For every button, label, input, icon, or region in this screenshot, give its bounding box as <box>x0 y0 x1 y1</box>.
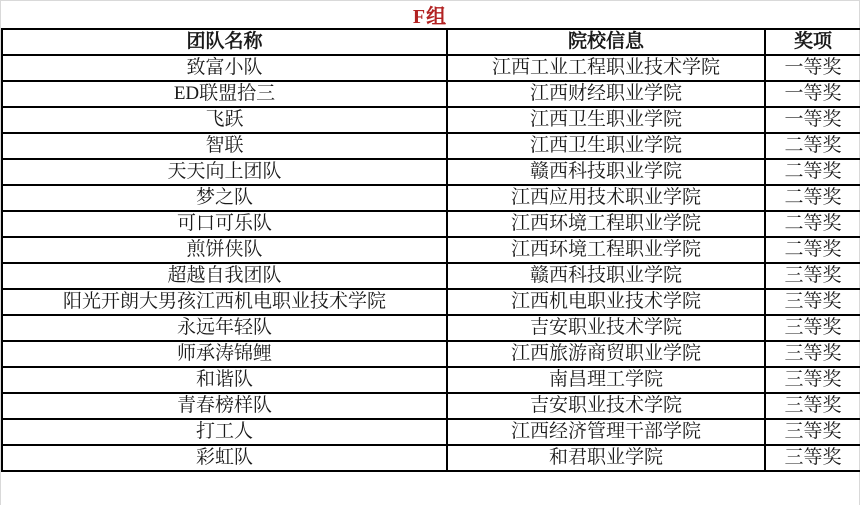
table-row <box>2 289 860 315</box>
school-cell: 江西环境工程职业学院 <box>447 237 765 263</box>
team-name-cell: 永远年轻队 <box>2 315 447 341</box>
award-cell: 三等奖 <box>765 367 860 393</box>
award-cell: 一等奖 <box>765 107 860 133</box>
team-name-cell: 梦之队 <box>2 185 447 211</box>
award-cell: 一等奖 <box>765 81 860 107</box>
team-name-cell: 致富小队 <box>2 55 447 81</box>
team-name-cell: 青春榜样队 <box>2 393 447 419</box>
school-cell: 吉安职业技术学院 <box>447 393 765 419</box>
school-cell: 江西旅游商贸职业学院 <box>447 341 765 367</box>
table-row <box>2 263 860 289</box>
team-name-cell: 天天向上团队 <box>2 159 447 185</box>
header-award: 奖项 <box>765 29 860 55</box>
school-cell: 江西卫生职业学院 <box>447 133 765 159</box>
group-title: F组 <box>412 6 448 28</box>
award-cell: 一等奖 <box>765 55 860 81</box>
team-name-cell: 和谐队 <box>2 367 447 393</box>
team-name-cell: 智联 <box>2 133 447 159</box>
team-name-cell: ED联盟拾三 <box>2 81 447 107</box>
table-row <box>2 159 860 185</box>
team-name-cell: 阳光开朗大男孩江西机电职业技术学院 <box>2 289 447 315</box>
school-cell: 江西应用技术职业学院 <box>447 185 765 211</box>
school-cell: 江西财经职业学院 <box>447 81 765 107</box>
school-cell: 江西工业工程职业技术学院 <box>447 55 765 81</box>
table-row <box>2 367 860 393</box>
award-cell: 二等奖 <box>765 133 860 159</box>
table-row <box>2 81 860 107</box>
table-row <box>2 133 860 159</box>
team-name-cell: 彩虹队 <box>2 445 447 471</box>
team-name-cell: 可口可乐队 <box>2 211 447 237</box>
award-cell: 三等奖 <box>765 393 860 419</box>
team-name-cell: 师承涛锦鲤 <box>2 341 447 367</box>
table-row <box>2 393 860 419</box>
award-cell: 三等奖 <box>765 341 860 367</box>
school-cell: 江西卫生职业学院 <box>447 107 765 133</box>
header-team-name: 团队名称 <box>2 29 447 55</box>
award-cell: 二等奖 <box>765 211 860 237</box>
school-cell: 江西环境工程职业学院 <box>447 211 765 237</box>
team-name-cell: 飞跃 <box>2 107 447 133</box>
table-row <box>2 419 860 445</box>
school-cell: 江西机电职业技术学院 <box>447 289 765 315</box>
award-cell: 三等奖 <box>765 263 860 289</box>
team-name-cell: 超越自我团队 <box>2 263 447 289</box>
award-cell: 三等奖 <box>765 289 860 315</box>
header-school-info: 院校信息 <box>447 29 765 55</box>
school-cell: 吉安职业技术学院 <box>447 315 765 341</box>
award-cell: 二等奖 <box>765 185 860 211</box>
table-row <box>2 55 860 81</box>
school-cell: 赣西科技职业学院 <box>447 263 765 289</box>
table-row <box>2 445 860 471</box>
team-name-cell: 打工人 <box>2 419 447 445</box>
table-row <box>2 107 860 133</box>
school-cell: 江西经济管理干部学院 <box>447 419 765 445</box>
school-cell: 南昌理工学院 <box>447 367 765 393</box>
table-row <box>2 185 860 211</box>
award-cell: 三等奖 <box>765 419 860 445</box>
award-cell: 二等奖 <box>765 159 860 185</box>
table-row <box>2 211 860 237</box>
award-cell: 三等奖 <box>765 445 860 471</box>
award-cell: 二等奖 <box>765 237 860 263</box>
table-row <box>2 315 860 341</box>
school-cell: 赣西科技职业学院 <box>447 159 765 185</box>
table-row <box>2 237 860 263</box>
header-row <box>2 29 860 55</box>
group-title-row <box>1 1 859 28</box>
awards-table <box>1 28 860 472</box>
school-cell: 和君职业学院 <box>447 445 765 471</box>
table-row <box>2 341 860 367</box>
team-name-cell: 煎饼侠队 <box>2 237 447 263</box>
award-cell: 三等奖 <box>765 315 860 341</box>
